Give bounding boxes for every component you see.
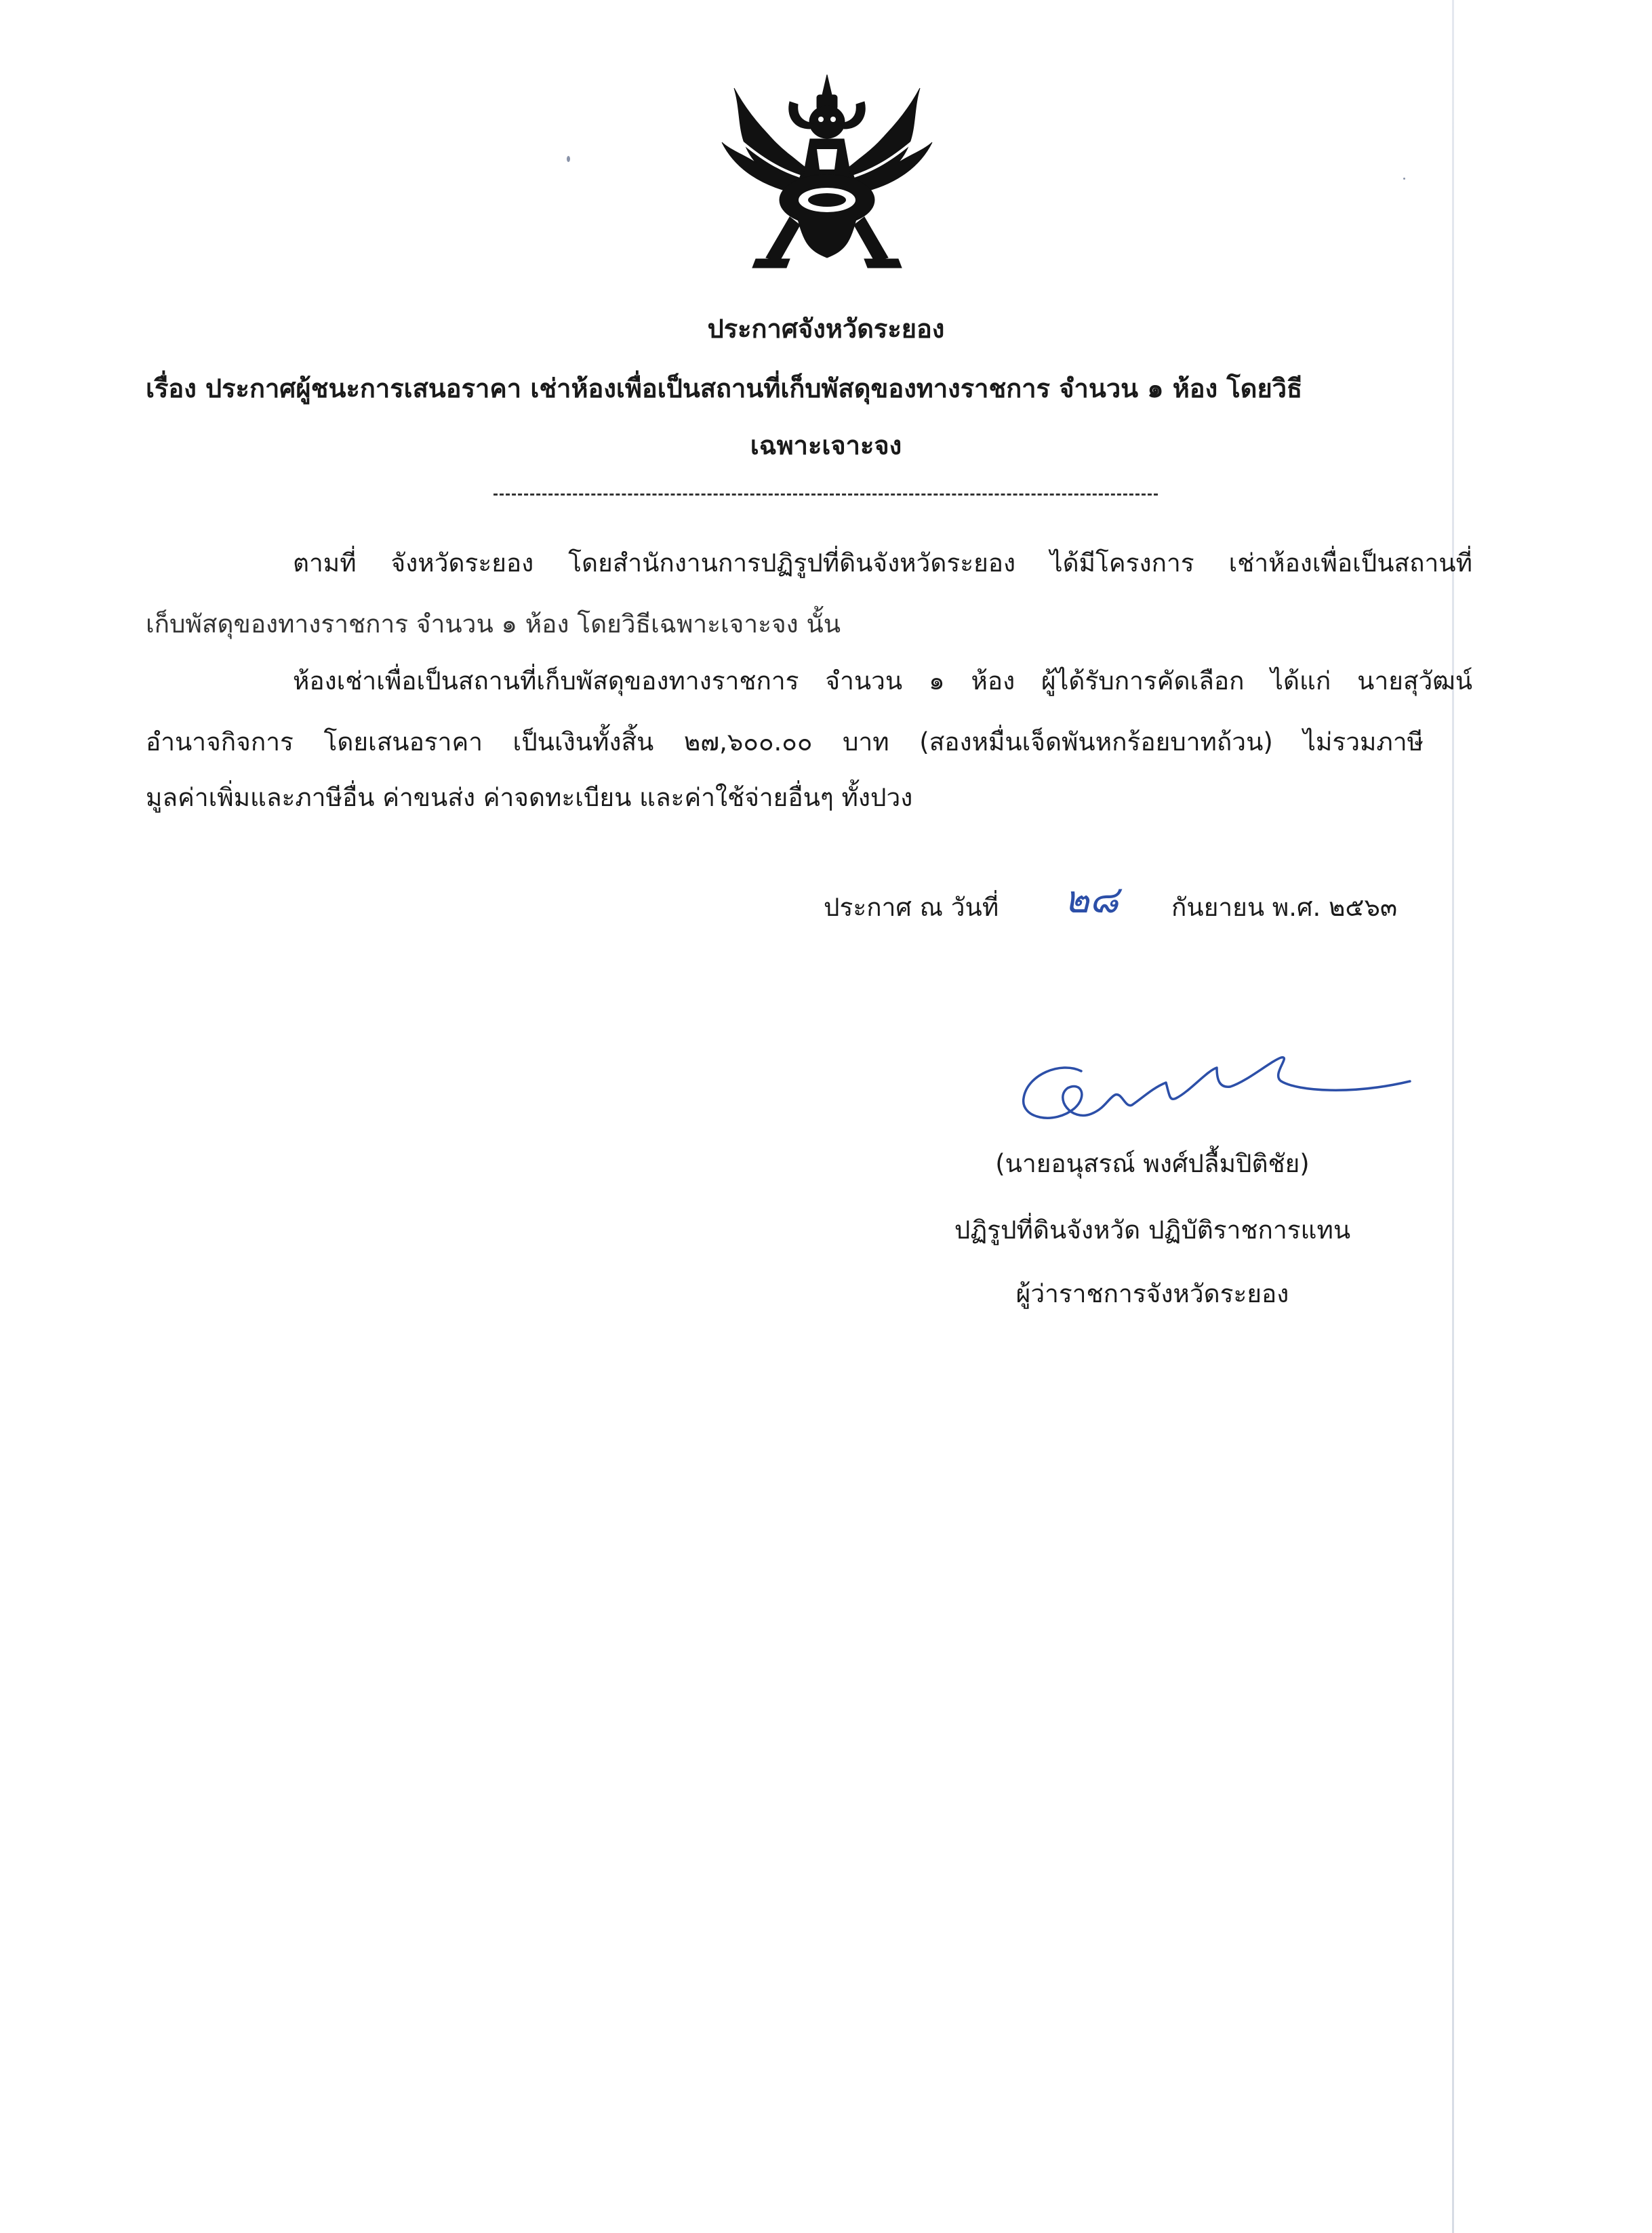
separator-rule — [493, 494, 1158, 496]
document-heading: ประกาศจังหวัดระยอง — [707, 314, 945, 344]
announcement-date — [824, 889, 999, 926]
signer-authority: ผู้ว่าราชการจังหวัดระยอง — [1015, 1279, 1289, 1308]
scan-speck — [1403, 178, 1405, 180]
paragraph-2-line-2: อำนาจกิจการ โดยเสนอราคา เป็นเงินทั้งสิ้น ๒๗,๖๐๐.๐๐ บาท (สองหมื่นเจ็ดพันหกร้อยบาทถ้วน) ไม่รวมภาษี — [146, 727, 1424, 757]
handwritten-signature — [1013, 1034, 1420, 1135]
subject-line-continued: เฉพาะเจาะจง — [750, 430, 902, 460]
scan-speck — [567, 156, 570, 162]
signer-position: ปฏิรูปที่ดินจังหวัด ปฏิบัติราชการแทน — [954, 1215, 1351, 1245]
subject-line: เรื่อง ประกาศผู้ชนะการเสนอราคา เช่าห้องเพื่อเป็นสถานที่เก็บพัสดุของทางราชการ จำนวน ๑ ห้อง โดยวิธี — [146, 374, 1303, 403]
date-prefix: ประกาศ ณ วันที่ — [824, 893, 999, 922]
garuda-emblem-icon — [715, 75, 939, 291]
paragraph-1-line-1: ตามที่ จังหวัดระยอง โดยสำนักงานการปฏิรูปที่ดินจังหวัดระยอง ได้มีโครงการ เช่าห้องเพื่อเป็นสถานที่ — [293, 548, 1472, 578]
paragraph-1-line-2: เก็บพัสดุของทางราชการ จำนวน ๑ ห้อง โดยวิธีเฉพาะเจาะจง นั้น — [146, 609, 841, 639]
paragraph-2-line-3: มูลค่าเพิ่มและภาษีอื่น ค่าขนส่ง ค่าจดทะเบียน และค่าใช้จ่ายอื่นๆ ทั้งปวง — [146, 783, 913, 812]
paragraph-2-line-1: ห้องเช่าเพื่อเป็นสถานที่เก็บพัสดุของทางราชการ จำนวน ๑ ห้อง ผู้ได้รับการคัดเลือก ได้แก่ นายสุวัฒน์ — [293, 666, 1472, 696]
handwritten-day: ๒๘ — [1064, 878, 1119, 922]
signer-name: (นายอนุสรณ์ พงศ์ปลื้มปิติชัย) — [995, 1149, 1310, 1178]
date-suffix: กันยายน พ.ศ. ๒๕๖๓ — [1171, 893, 1398, 922]
